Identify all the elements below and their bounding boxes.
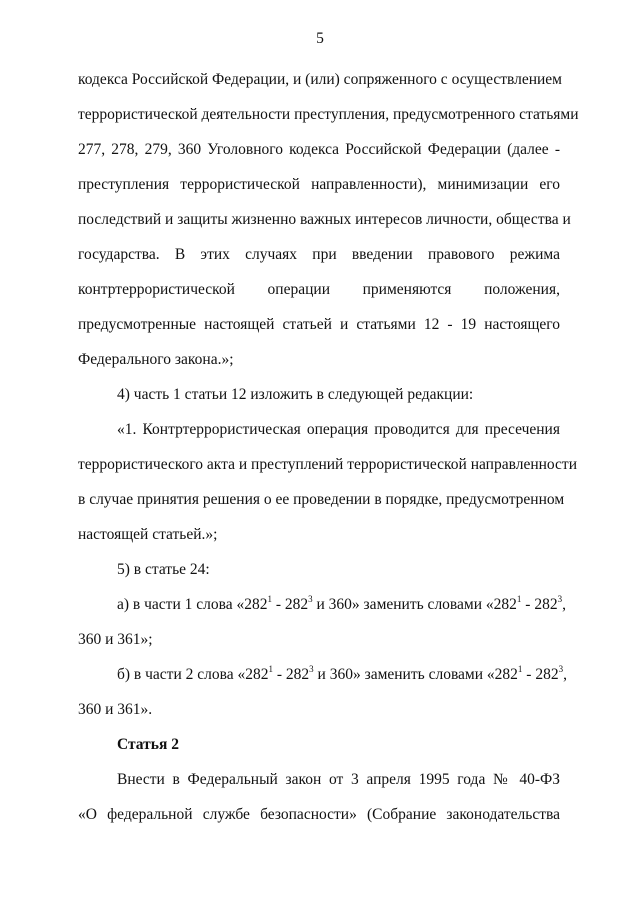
article-heading: Статья 2 [117,736,179,753]
text-line: последствий и защиты жизненно важных интересов личности, общества и [78,211,571,228]
item-b-continuation: 360 и 361». [78,701,153,718]
text-line: Федерального закона.»; [78,351,234,368]
text-line: 277, 278, 279, 360 Уголовного кодекса Российской Федерации (далее - [78,141,560,158]
text-line: государства. В этих случаях при введении правового режима [78,246,560,263]
text-line: «О федеральной службе безопасности» (Собрание законодательства [78,806,560,823]
text-line: в случае принятия решения о ее проведении в порядке, предусмотренном [78,491,565,508]
text-line: террористического акта и преступлений террористической направленности [78,456,577,473]
item-a-continuation: 360 и 361»; [78,631,153,648]
text-line: Внести в Федеральный закон от 3 апреля 1995 года № 40-ФЗ [117,771,560,788]
page-number: 5 [316,30,324,47]
text-line: предусмотренные настоящей статьей и статьями 12 - 19 настоящего [78,316,560,333]
text-line: террористической деятельности преступления, предусмотренного статьями [78,106,579,123]
text-line: кодекса Российской Федерации, и (или) сопряженного с осуществлением [78,71,562,88]
text-line: контртеррористической операции применяются положения, [78,281,560,298]
text-line: 4) часть 1 статьи 12 изложить в следующей редакции: [117,386,474,403]
text-line: «1. Контртеррористическая операция проводится для пресечения [117,421,560,438]
item-b-line: б) в части 2 слова «$282^1 - 282^3$ и 360» заменить словами «$282^1 - 282^3$, [117,664,567,683]
text-line: преступления террористической направленности), минимизации его [78,176,560,193]
text-line: настоящей статьей.»; [78,526,218,543]
item-a-line: а) в части 1 слова «$282^1 - 282^3$ и 360» заменить словами «$282^1 - 282^3$, [117,594,566,613]
text-line: 5) в статье 24: [117,561,210,578]
